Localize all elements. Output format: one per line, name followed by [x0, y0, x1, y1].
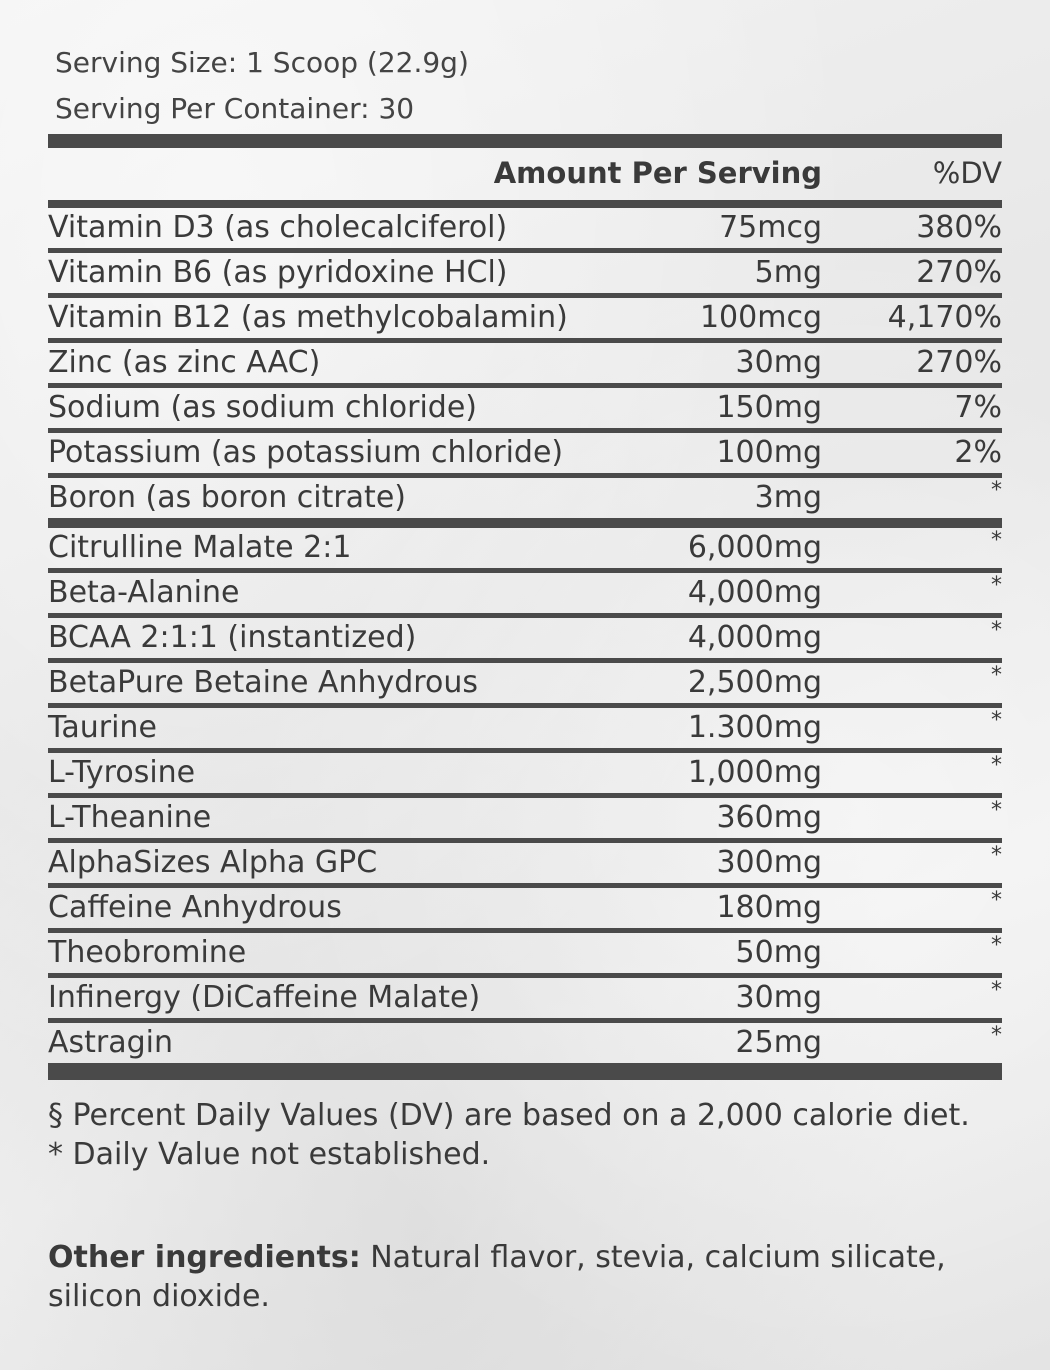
table-row	[48, 663, 1002, 708]
table-row	[48, 298, 1002, 343]
ingredient-daily-value: 380%	[916, 210, 1002, 245]
ingredient-daily-value: *	[991, 798, 1002, 823]
header-amount-per-serving: Amount Per Serving	[493, 156, 822, 190]
ingredient-name: Infinergy (DiCaffeine Malate)	[48, 980, 481, 1015]
ingredient-name: L-Theanine	[48, 800, 212, 835]
ingredient-name: Boron (as boron citrate)	[48, 480, 406, 515]
ingredient-daily-value: 4,170%	[887, 300, 1002, 335]
ingredient-daily-value: *	[991, 978, 1002, 1003]
ingredient-amount: 30mg	[735, 345, 822, 380]
ingredient-name: Vitamin B6 (as pyridoxine HCl)	[48, 255, 508, 290]
table-row	[48, 528, 1002, 573]
ingredient-name: Potassium (as potassium chloride)	[48, 435, 564, 470]
ingredient-amount: 30mg	[735, 980, 822, 1015]
table-header	[48, 148, 1002, 208]
ingredient-daily-value: *	[991, 663, 1002, 688]
ingredient-daily-value: 2%	[954, 435, 1002, 470]
top-divider	[48, 134, 1002, 148]
table-row	[48, 798, 1002, 843]
ingredient-daily-value: *	[991, 478, 1002, 503]
serving-size: Serving Size: 1 Scoop (22.9g)	[55, 46, 469, 79]
ingredient-amount: 1,000mg	[687, 755, 822, 790]
ingredient-amount: 4,000mg	[687, 620, 822, 655]
ingredient-amount: 150mg	[716, 390, 822, 425]
ingredient-name: BetaPure Betaine Anhydrous	[48, 665, 478, 700]
ingredient-amount: 75mcg	[719, 210, 822, 245]
table-row	[48, 208, 1002, 253]
table-row	[48, 978, 1002, 1023]
table-row	[48, 388, 1002, 433]
ingredient-amount: 100mg	[716, 435, 822, 470]
ingredient-name: AlphaSizes Alpha GPC	[48, 845, 378, 880]
ingredient-daily-value: *	[991, 843, 1002, 868]
header-daily-value: %DV	[932, 156, 1002, 190]
ingredient-name: Taurine	[48, 710, 157, 745]
ingredient-name: Astragin	[48, 1025, 174, 1060]
ingredient-daily-value: *	[991, 753, 1002, 778]
other-ingredients-label: Other ingredients:	[48, 1240, 361, 1275]
ingredient-daily-value: *	[991, 1023, 1002, 1048]
bottom-divider	[48, 1068, 1002, 1080]
ingredient-name: Zinc (as zinc AAC)	[48, 345, 321, 380]
ingredient-amount: 100mcg	[699, 300, 822, 335]
table-row	[48, 618, 1002, 663]
servings-per-container: Serving Per Container: 30	[55, 92, 415, 125]
ingredient-amount: 3mg	[754, 480, 822, 515]
ingredient-daily-value: *	[991, 933, 1002, 958]
not-established-footnote: * Daily Value not established.	[48, 1137, 491, 1172]
ingredient-amount: 300mg	[716, 845, 822, 880]
ingredient-name: Caffeine Anhydrous	[48, 890, 342, 925]
ingredient-daily-value: *	[991, 618, 1002, 643]
footnotes	[48, 1096, 988, 1174]
table-row	[48, 888, 1002, 933]
table-row	[48, 343, 1002, 388]
ingredient-name: BCAA 2:1:1 (instantized)	[48, 620, 417, 655]
table-row	[48, 1023, 1002, 1068]
ingredient-name: Sodium (as sodium chloride)	[48, 390, 478, 425]
table-row	[48, 933, 1002, 978]
table-row	[48, 708, 1002, 753]
ingredient-amount: 25mg	[735, 1025, 822, 1060]
table-row	[48, 253, 1002, 298]
ingredient-amount: 1.300mg	[687, 710, 822, 745]
ingredient-amount: 180mg	[716, 890, 822, 925]
ingredient-daily-value: *	[991, 528, 1002, 553]
table-row	[48, 478, 1002, 528]
nutrient-rows	[48, 208, 1002, 1068]
ingredient-name: L-Tyrosine	[48, 755, 196, 790]
table-row	[48, 573, 1002, 618]
ingredient-daily-value: *	[991, 708, 1002, 733]
supplement-facts-table	[48, 134, 1002, 1080]
ingredient-amount: 5mg	[754, 255, 822, 290]
table-row	[48, 433, 1002, 478]
ingredient-name: Vitamin D3 (as cholecalciferol)	[48, 210, 508, 245]
dv-footnote: § Percent Daily Values (DV) are based on a 2,000 calorie diet.	[48, 1098, 970, 1133]
ingredient-daily-value: 7%	[954, 390, 1002, 425]
ingredient-daily-value: 270%	[916, 345, 1002, 380]
ingredient-daily-value: *	[991, 888, 1002, 913]
ingredient-amount: 360mg	[716, 800, 822, 835]
ingredient-amount: 2,500mg	[687, 665, 822, 700]
ingredient-amount: 50mg	[735, 935, 822, 970]
ingredient-name: Theobromine	[48, 935, 247, 970]
ingredient-daily-value: 270%	[916, 255, 1002, 290]
ingredient-amount: 4,000mg	[687, 575, 822, 610]
other-ingredients-text: Natural flavor, stevia, calcium silicate, silicon dioxide.	[48, 1240, 946, 1314]
other-ingredients	[48, 1238, 988, 1316]
ingredient-name: Citrulline Malate 2:1	[48, 530, 352, 565]
table-row	[48, 753, 1002, 798]
ingredient-amount: 6,000mg	[687, 530, 822, 565]
ingredient-daily-value: *	[991, 573, 1002, 598]
ingredient-name: Vitamin B12 (as methylcobalamin)	[48, 300, 568, 335]
table-row	[48, 843, 1002, 888]
ingredient-name: Beta-Alanine	[48, 575, 240, 610]
serving-info	[55, 40, 469, 132]
